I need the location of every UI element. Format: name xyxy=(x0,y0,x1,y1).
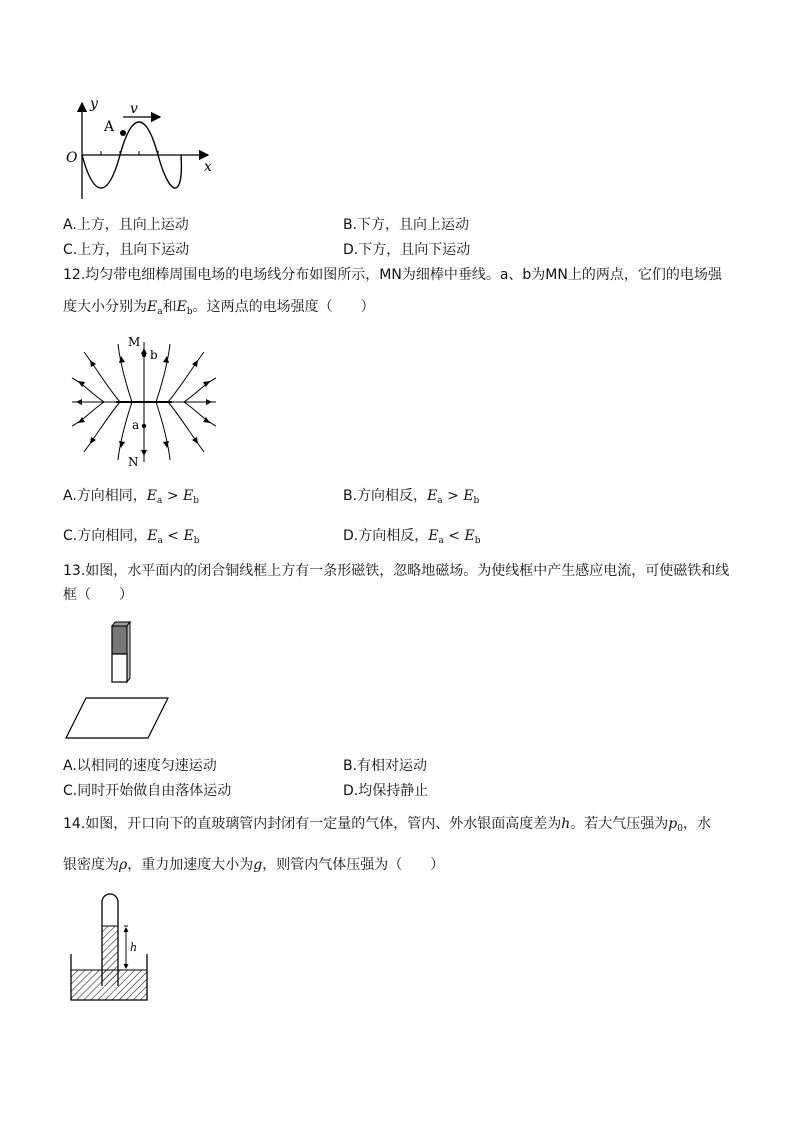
label-h: h xyxy=(130,941,138,954)
label-b: b xyxy=(150,348,158,362)
glass-tube xyxy=(102,894,118,986)
q13-stem-line1: 13.如图，水平面内的闭合铜线框上方有一条形磁铁，忽略地磁场。为使线框中产生感应电流，可使磁铁和线 xyxy=(63,563,730,579)
q11-option-c[interactable]: C.上方，且向下运动 xyxy=(63,242,190,258)
label-v: v xyxy=(130,101,138,117)
label-a: A xyxy=(104,119,115,135)
bar-magnet xyxy=(112,622,130,682)
point-a-field xyxy=(142,424,146,428)
q14-stem-line1: 14.如图，开口向下的直玻璃管内封闭有一定量的气体，管内、外水银面高度差为h。若大气压强为$p_0$，水 xyxy=(63,816,711,834)
wave-figure xyxy=(60,95,220,205)
q13-stem-line2: 框（ ） xyxy=(63,587,133,603)
q11-option-d[interactable]: D.下方，且向下运动 xyxy=(343,242,471,258)
label-o: O xyxy=(66,150,78,166)
q12-option-d[interactable]: D.方向相反，$E_a < E_b$ xyxy=(343,528,481,546)
label-y: y xyxy=(90,96,98,112)
q13-option-b[interactable]: B.有相对运动 xyxy=(343,758,428,774)
q13-option-a[interactable]: A.以相同的速度匀速运动 xyxy=(63,758,217,774)
q11-option-a[interactable]: A.上方，且向上运动 xyxy=(63,217,189,233)
q13-option-c[interactable]: C.同时开始做自由落体运动 xyxy=(63,783,232,799)
q12-stem-line1: 12.均匀带电细棒周围电场的电场线分布如图所示，MN为细棒中垂线。a、b为MN上的两点，它们的电场强 xyxy=(63,267,722,283)
field-lines-figure xyxy=(64,332,224,470)
q12-option-c[interactable]: C.方向相同，$E_a < E_b$ xyxy=(63,528,200,546)
q12-option-a[interactable]: A.方向相同，$E_a > E_b$ xyxy=(63,488,200,506)
q12-option-b[interactable]: B.方向相反，$E_a > E_b$ xyxy=(343,488,480,506)
label-n: N xyxy=(128,455,139,469)
point-b xyxy=(142,353,146,357)
label-m: M xyxy=(128,335,141,349)
copper-frame xyxy=(66,698,168,738)
q12-stem-line2: 度大小分别为$E_a$和$E_b$。这两点的电场强度（ ） xyxy=(63,299,375,317)
label-a-field: a xyxy=(132,418,140,432)
q13-option-d[interactable]: D.均保持静止 xyxy=(343,783,429,799)
q14-stem-line2: 银密度为ρ，重力加速度大小为g，则管内气体压强为（ ） xyxy=(63,857,445,873)
magnet-frame-figure xyxy=(64,618,174,744)
label-x: x xyxy=(204,159,212,175)
tube-figure xyxy=(66,890,156,1005)
q11-option-b[interactable]: B.下方，且向上运动 xyxy=(343,217,470,233)
point-a xyxy=(120,130,126,136)
